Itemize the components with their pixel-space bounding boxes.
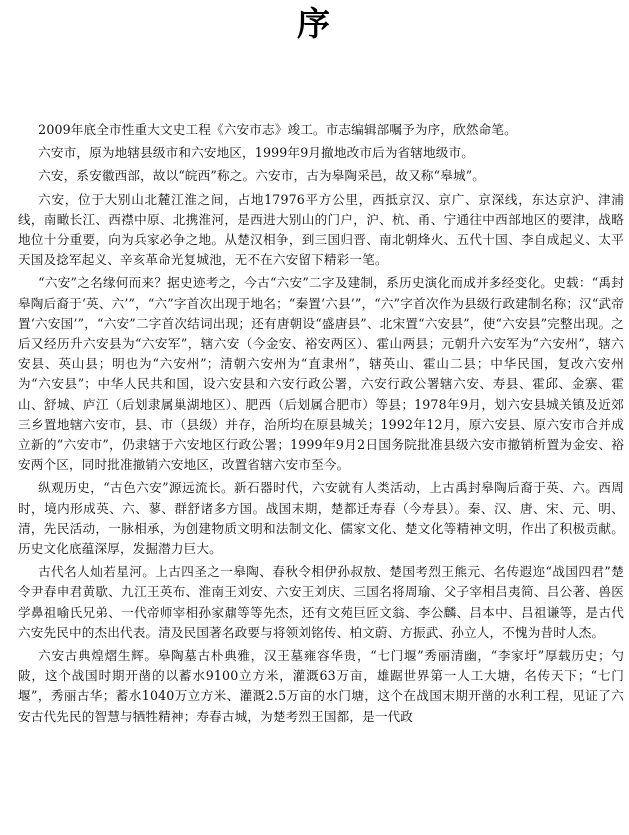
preface-body xyxy=(18,120,624,730)
page-title: 序 xyxy=(297,4,332,43)
paragraph: 六安，系安徽西部，故以“皖西”称之。六安市，古为皋陶采邑，故又称“皋城”。 xyxy=(38,168,486,184)
paragraph: 六安，位于大别山北麓江淮之间，占地17976平方公里，西抵京汉、京广、京深线，东达京沪、津浦线，南瞰长江、西襟中原、北携淮河，是西进大别山的门户，沪、杭、甬、宁通往中西部地区的要津，战略地位十分重要，向为兵家必争之地。从楚汉相争，到三国归晋、南北朝烽火、五代十国、李自成起义、太平天国及捻军起义、辛亥革命光复城池，无不在六安留下精彩一笔。 xyxy=(18,191,624,268)
paragraph: 古代名人灿若星河。上古四圣之一皋陶、春秋令相伊孙叔敖、楚国考烈王熊元、名传遐迩“战国四君”楚令尹春申君黄歇、九江王英布、淮南王刘安、六安王刘庆、三国名将周瑜、父子宰相吕夷简、吕公著、兽医学鼻祖喻氏兄弟、一代帝师宰相孙家鼐等等先杰，还有文苑巨匠文翁、李公麟、吕本中、吕祖谦等，是古代六安先民中的杰出代表。清及民国著名政要与将领刘铭传、柏文蔚、方振武、孙立人，不愧为昔时人杰。 xyxy=(18,564,624,640)
paragraph: 2009年底全市性重大文史工程《六安市志》竣工。市志编辑部嘱予为序，欣然命笔。 xyxy=(38,122,517,137)
paragraph: 纵观历史，“古色六安”源远流长。新石器时代，六安就有人类活动，上古禹封皋陶后裔于英、六。西周时，境内形成英、六、蓼、群舒诸多方国。战国末期，楚都迁寿春（今寿县）。秦、汉、唐、宋、元、明、清，先民活动，一脉相承，为创建物质文明和法制文化、儒家文化、楚文化等精神文明，作出了积极贡献。历史文化底蕴深厚，发掘潜力巨大。 xyxy=(18,480,624,557)
paragraph: 六安古典煌熠生辉。皋陶墓古朴典雅，汉王墓雍容华贵，“七门堰”秀丽清幽，“李家圩”厚载历史；勺陂，这个战国时期开凿的以蓄水9100立方米，灌溉63万亩，雄踞世界第一人工大塘，名传天下；“七门堰”，秀丽古华；蓄水1040万立方米、灌溉2.5万亩的水门塘，这个在战国末期开凿的水利工程，见证了六安古代先民的智慧与牺牲精神；寿春古城，为楚考烈王国都，是一代政 xyxy=(18,648,624,724)
paragraph: 六安市，原为地辖县级市和六安地区，1999年9月撤地改市后为省辖地级市。 xyxy=(38,145,475,161)
paragraph: “六安”之名缘何而来？据史迹考之，今古“六安”二字及建制，系历史演化而成并多经变化。史载：“禹封皋陶后裔于‘英、六’”，“六”字首次出现于地名；“秦置‘六县’”，“六”字首次作为县级行政建制名称；汉“武帝置‘六安国’”，“六安”二字首次结词出现；还有唐朝设“盛唐县”、北宋置“六安县”，使“六安县”完整出现。之后又经历升六安县为“六安军”，辖六安（今金安、裕安两区）、霍山两县；元朝升六安军为“六安州”，辖六安县、英山县；明也为“六安州”；清朝六安州为“直隶州”，辖英山、霍山二县；中华民国，复改六安州为“六安县”；中华人民共和国，设六安县和六安行政公署，六安行政公署辖六安、寿县、霍邱、金寨、霍山、舒城、庐江（后划隶属巢湖地区）、肥西（后划属合肥市）等县；1978年9月，划六安县城关镇及近郊三乡置地辖六安市，县、市（县级）并存，治所均在原县城关；1992年12月，原六安县、原六安市合并成立新的“六安市”，仍隶辖于六安地区行政公署；1999年9月2日国务院批准县级六安市撤销析置为金安、裕安两个区，同时批准撤销六安地区，改置省辖六安市至今。 xyxy=(18,275,624,473)
